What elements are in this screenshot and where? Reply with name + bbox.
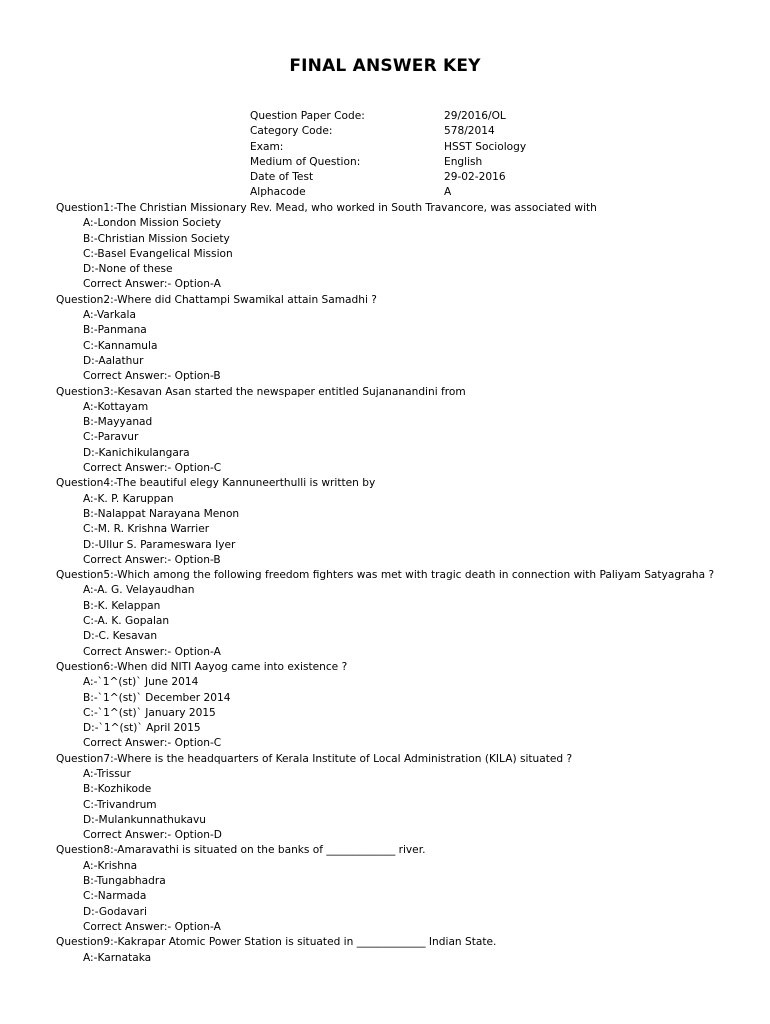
question-item <box>56 935 756 966</box>
answer-option: D:-`1^(st)` April 2015 <box>83 722 201 735</box>
question-item <box>56 843 756 935</box>
answer-option: A:-Varkala <box>83 309 136 322</box>
answer-option: D:-Kanichikulangara <box>83 446 190 459</box>
answer-option: D:-Aalathur <box>83 354 144 367</box>
answer-option: A:-Trissur <box>83 767 131 780</box>
exam-detail-value: A <box>444 186 452 199</box>
question-text: Question5:-Which among the following freedom fighters was met with tragic death in connection with Paliyam Satyagraha ? <box>56 569 715 582</box>
question-text: Question2:-Where did Chattampi Swamikal attain Samadhi ? <box>56 293 377 306</box>
answer-option: A:-A. G. Velayaudhan <box>83 584 195 597</box>
answer-option: D:-Mulankunnathukavu <box>83 813 207 826</box>
answer-option: B:-Tungabhadra <box>83 875 166 888</box>
question-item <box>56 293 756 385</box>
correct-answer: Correct Answer:- Option-C <box>83 462 222 475</box>
answer-option: D:-Godavari <box>83 905 147 918</box>
question-text: Question4:-The beautiful elegy Kannuneerthulli is written by <box>56 477 376 490</box>
exam-detail-row <box>250 170 526 185</box>
correct-answer: Correct Answer:- Option-A <box>83 645 221 658</box>
question-item <box>56 568 756 660</box>
exam-detail-row <box>250 155 526 170</box>
question-item <box>56 660 756 752</box>
question-item <box>56 385 756 477</box>
question-item <box>56 752 756 844</box>
question-text: Question3:-Kesavan Asan started the newspaper entitled Sujananandini from <box>56 385 466 398</box>
question-item <box>56 201 756 293</box>
answer-option: A:-K. P. Karuppan <box>83 492 174 505</box>
answer-option: B:-Mayyanad <box>83 416 153 429</box>
answer-option: C:-Kannamula <box>83 339 158 352</box>
answer-option: C:-A. K. Gopalan <box>83 615 170 628</box>
answer-option: D:-C. Kesavan <box>83 630 158 643</box>
question-item <box>56 476 756 568</box>
question-text: Question1:-The Christian Missionary Rev. Mead, who worked in South Travancore, was associated with <box>56 202 597 214</box>
answer-option: D:-Ullur S. Parameswara Iyer <box>83 538 236 551</box>
question-list <box>56 201 756 966</box>
correct-answer: Correct Answer:- Option-B <box>83 553 221 566</box>
question-text: Question9:-Kakrapar Atomic Power Station is situated in _____________ Indian State. <box>56 936 497 949</box>
answer-option: A:-London Mission Society <box>83 217 222 230</box>
answer-option: C:-M. R. Krishna Warrier <box>83 523 210 536</box>
exam-detail-row <box>250 140 526 155</box>
answer-option: C:-Basel Evangelical Mission <box>83 247 233 260</box>
answer-option: B:-Kozhikode <box>83 783 152 796</box>
exam-detail-label: Exam: <box>250 140 284 153</box>
exam-detail-label: Date of Test <box>250 171 314 184</box>
exam-detail-value: HSST Sociology <box>444 140 527 153</box>
exam-detail-row <box>250 109 526 124</box>
answer-option: C:-Paravur <box>83 431 139 444</box>
question-text: Question6:-When did NITI Aayog came into existence ? <box>56 660 348 673</box>
exam-detail-value: English <box>444 155 483 168</box>
answer-option: D:-None of these <box>83 263 173 276</box>
answer-option: B:-Panmana <box>83 324 147 337</box>
exam-detail-value: 578/2014 <box>444 125 495 138</box>
page-title: FINAL ANSWER KEY <box>289 56 481 76</box>
correct-answer: Correct Answer:- Option-A <box>83 920 221 933</box>
correct-answer: Correct Answer:- Option-C <box>83 737 222 750</box>
exam-detail-label: Medium of Question: <box>250 155 361 168</box>
answer-option: B:-K. Kelappan <box>83 599 161 612</box>
correct-answer: Correct Answer:- Option-D <box>83 829 222 842</box>
correct-answer: Correct Answer:- Option-A <box>83 278 221 291</box>
answer-option: C:-`1^(st)` January 2015 <box>83 706 216 719</box>
exam-detail-label: Question Paper Code: <box>250 110 365 122</box>
answer-option: A:-`1^(st)` June 2014 <box>83 676 199 689</box>
answer-option: B:-Christian Mission Society <box>83 232 230 245</box>
exam-detail-value: 29-02-2016 <box>444 171 506 184</box>
exam-detail-value: 29/2016/OL <box>444 110 506 122</box>
exam-detail-label: Alphacode <box>250 186 306 199</box>
exam-detail-row <box>250 124 526 139</box>
answer-option: A:-Krishna <box>83 859 138 872</box>
question-text: Question8:-Amaravathi is situated on the banks of _____________ river. <box>56 844 426 857</box>
exam-detail-label: Category Code: <box>250 125 333 138</box>
answer-option: C:-Narmada <box>83 890 147 903</box>
answer-option: C:-Trivandrum <box>83 798 157 811</box>
answer-option: B:-`1^(st)` December 2014 <box>83 691 231 704</box>
correct-answer: Correct Answer:- Option-B <box>83 370 221 383</box>
question-text: Question7:-Where is the headquarters of Kerala Institute of Local Administration (KILA) situated ? <box>56 752 573 765</box>
answer-option: B:-Nalappat Narayana Menon <box>83 507 240 520</box>
answer-option: A:-Karnataka <box>83 951 152 964</box>
exam-details <box>250 109 526 201</box>
answer-option: A:-Kottayam <box>83 400 149 413</box>
exam-detail-row <box>250 185 526 200</box>
